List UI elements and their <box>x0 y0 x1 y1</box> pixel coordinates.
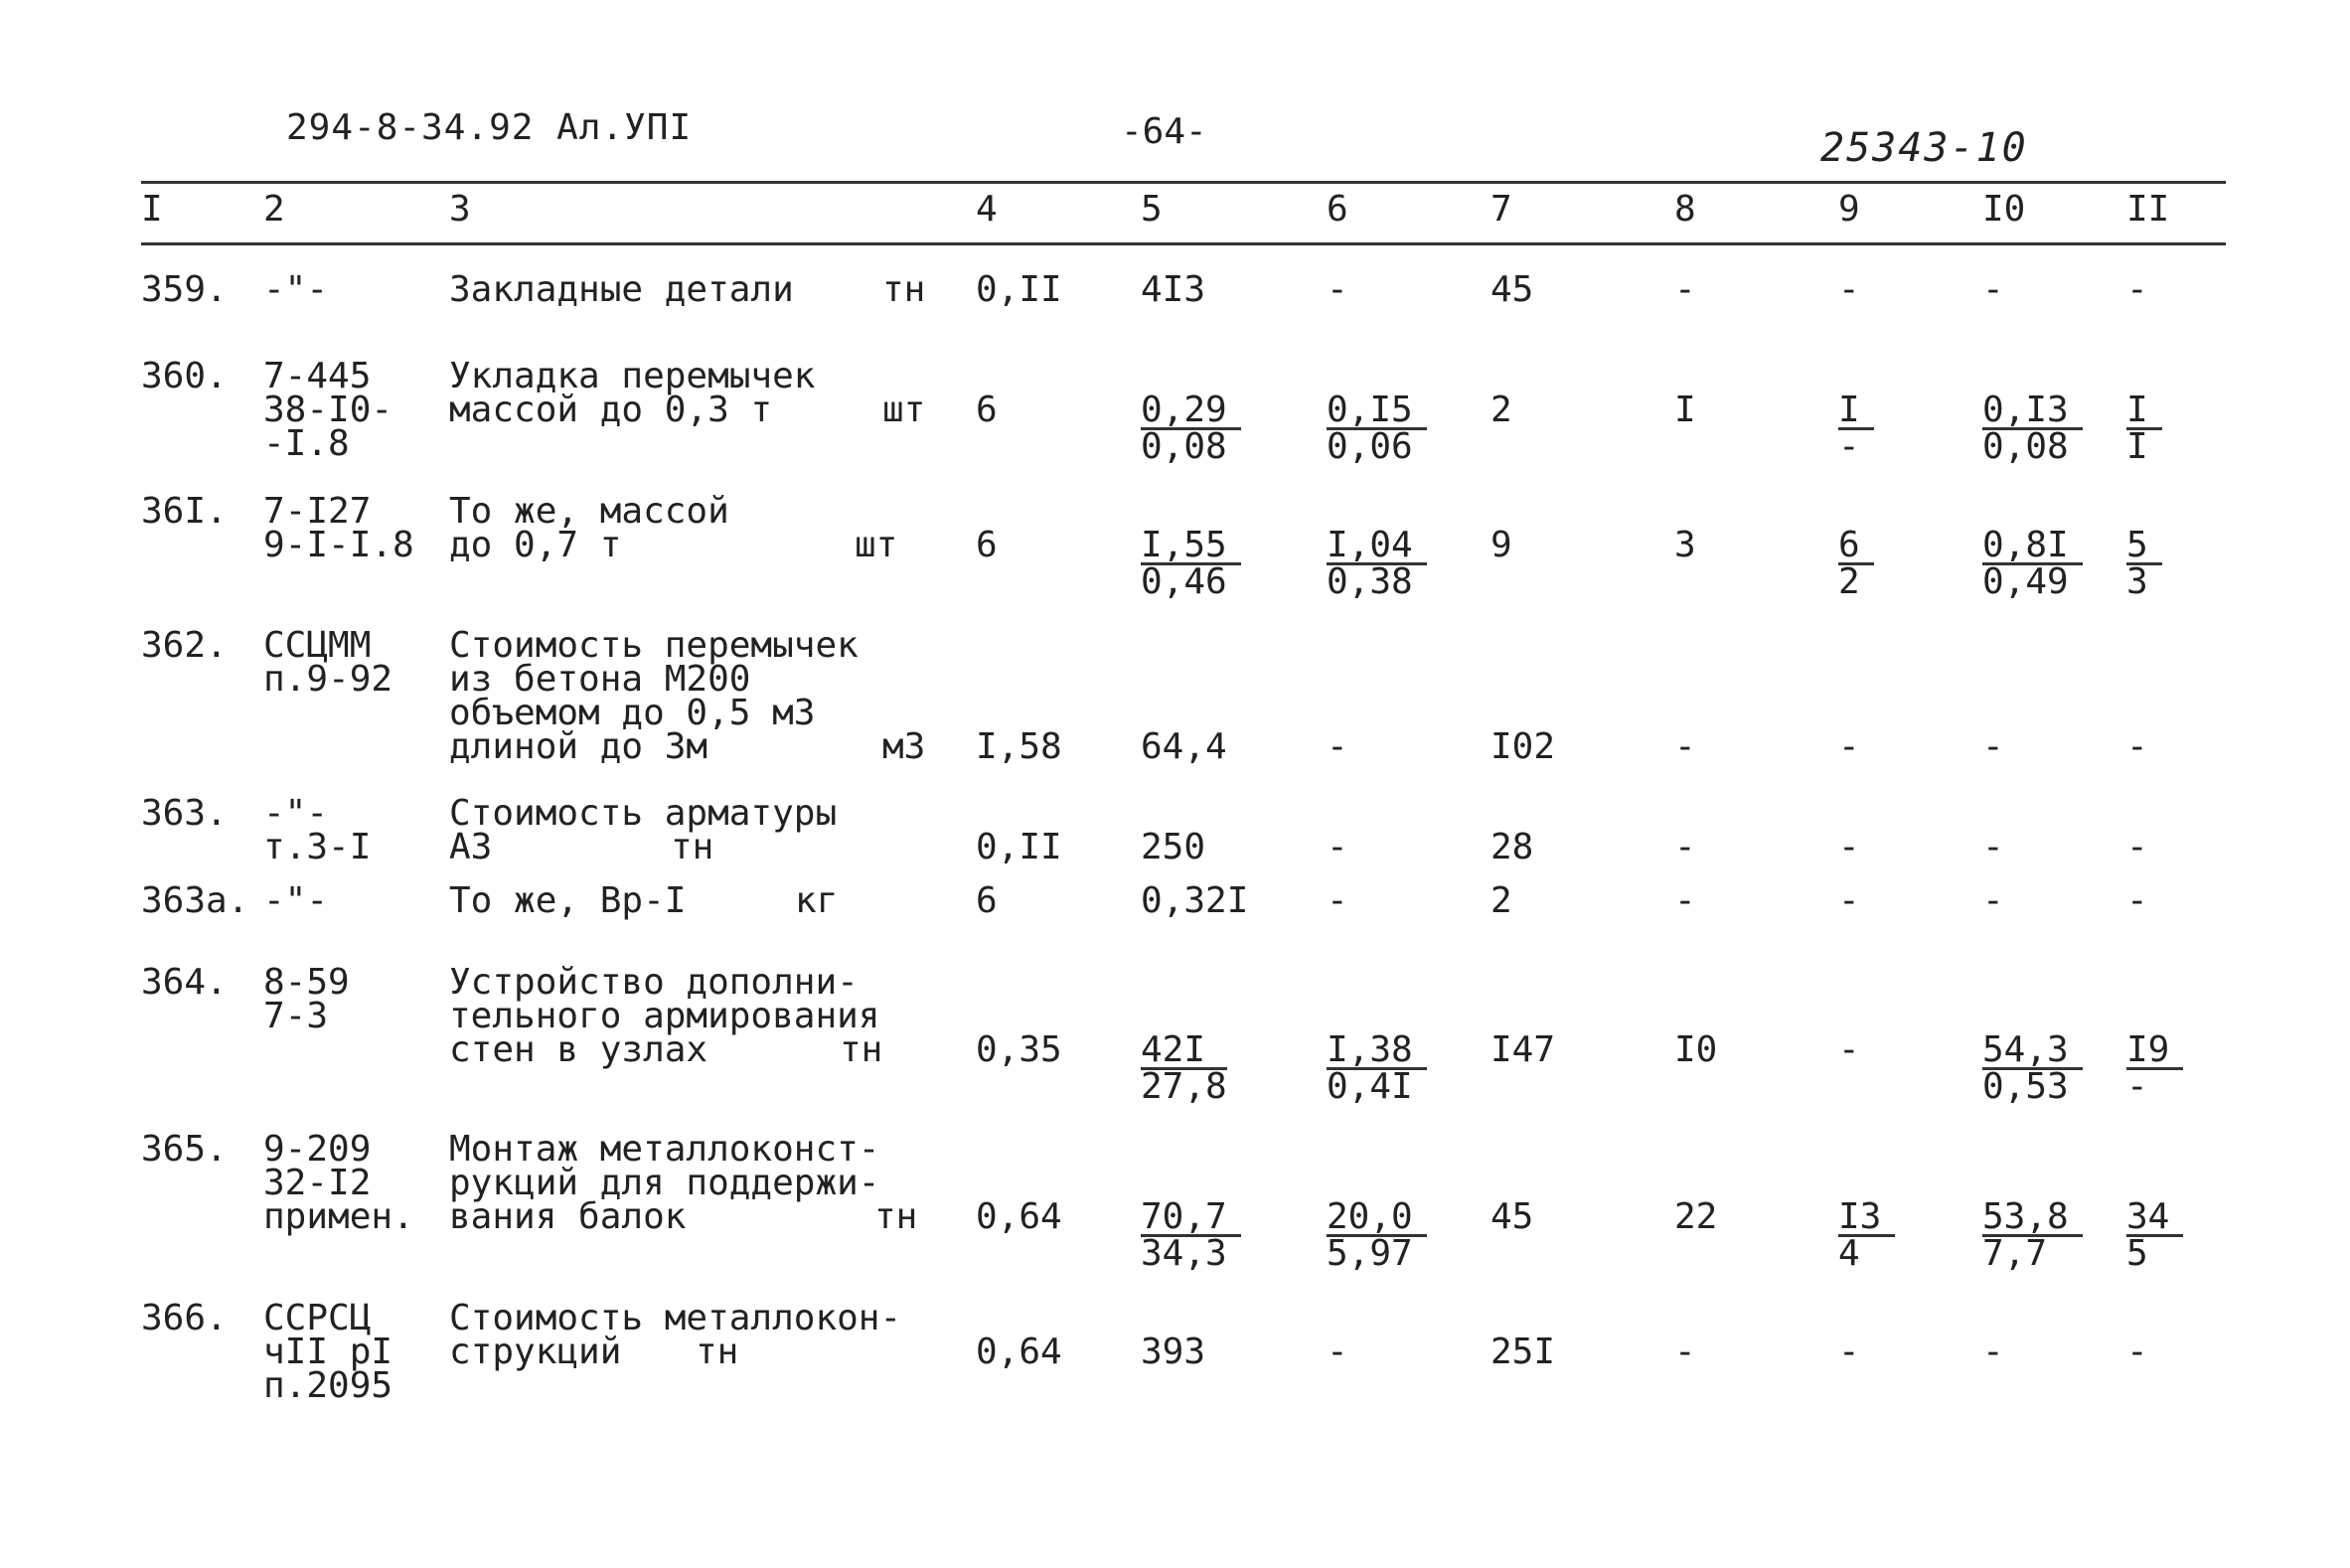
fraction-numerator: I <box>2126 393 2162 430</box>
value-cell: - <box>2126 880 2148 921</box>
fraction-denominator: 4 <box>1838 1233 1860 1274</box>
fraction-value <box>1982 390 2083 467</box>
column-number: II <box>2126 189 2170 230</box>
fraction-numerator: 20,0 <box>1327 1200 1427 1237</box>
fraction-denominator: 2 <box>1838 561 1860 602</box>
value-cell: 0,64 <box>976 1332 1062 1372</box>
document-code: 294-8-34.92 Ал.УПI <box>286 107 693 148</box>
value-cell: - <box>1982 880 2004 921</box>
value-cell: 0,35 <box>976 1029 1062 1070</box>
page-number: -64- <box>1121 111 1207 152</box>
unit-of-measure: м3 <box>882 726 926 767</box>
row-number: 364. <box>141 962 228 1003</box>
fraction-numerator: I9 <box>2126 1033 2183 1070</box>
value-cell: 64,4 <box>1141 726 1227 767</box>
row-number: 362. <box>141 625 228 666</box>
fraction-value <box>2126 525 2162 602</box>
fraction-numerator: 0,I3 <box>1982 393 2083 430</box>
norm-reference: ССРСЦ чII рI п.2095 <box>263 1298 393 1406</box>
work-description: Стоимость металлокон- струкций <box>449 1298 902 1372</box>
row-number: 363а. <box>141 880 249 921</box>
fraction-numerator: 70,7 <box>1141 1200 1241 1237</box>
work-description: Укладка перемычек массой до 0,3 т <box>449 356 816 430</box>
fraction-numerator: I,04 <box>1327 529 1427 565</box>
value-cell: I47 <box>1490 1029 1556 1070</box>
column-number: 4 <box>976 189 998 230</box>
value-cell: 250 <box>1141 827 1206 867</box>
value-cell: 28 <box>1490 827 1534 867</box>
value-cell: 6 <box>976 525 998 565</box>
fraction-numerator: 0,I5 <box>1327 393 1427 430</box>
value-cell: 2 <box>1490 390 1512 430</box>
column-number: 8 <box>1674 189 1696 230</box>
unit-of-measure: тн <box>671 827 714 867</box>
norm-reference: -"- <box>263 269 329 310</box>
fraction-numerator: 34 <box>2126 1200 2183 1237</box>
fraction-value <box>1327 1029 1427 1107</box>
work-description: Стоимость арматуры А3 <box>449 793 838 867</box>
value-cell: I <box>1674 390 1696 430</box>
row-number: 363. <box>141 793 228 834</box>
value-cell: 0,II <box>976 827 1062 867</box>
row-number: 365. <box>141 1129 228 1170</box>
fraction-denominator: 27,8 <box>1141 1066 1227 1107</box>
table-top-rule <box>141 181 2226 184</box>
row-number: 360. <box>141 356 228 396</box>
value-cell: 45 <box>1490 1196 1534 1237</box>
fraction-value <box>1838 1196 1895 1274</box>
value-cell: - <box>1982 1332 2004 1372</box>
value-cell: 0,32I <box>1141 880 1249 921</box>
value-cell: 6 <box>976 880 998 921</box>
work-description: Закладные детали <box>449 269 794 310</box>
value-cell: - <box>1674 827 1696 867</box>
fraction-numerator: I3 <box>1838 1200 1895 1237</box>
row-number: 366. <box>141 1298 228 1338</box>
value-cell: - <box>2126 827 2148 867</box>
fraction-value <box>1327 1196 1427 1274</box>
column-number: 2 <box>263 189 285 230</box>
fraction-numerator: 6 <box>1838 529 1874 565</box>
norm-reference: 8-59 7-3 <box>263 962 350 1036</box>
norm-reference: -"- <box>263 880 329 921</box>
unit-of-measure: шт <box>882 390 926 430</box>
norm-reference: 7-445 38-I0- -I.8 <box>263 356 393 464</box>
row-number: 359. <box>141 269 228 310</box>
fraction-value <box>1327 525 1427 602</box>
fraction-denominator: 34,3 <box>1141 1233 1227 1274</box>
work-description: То же, массой до 0,7 т <box>449 491 729 565</box>
value-cell: I02 <box>1490 726 1556 767</box>
fraction-numerator: 0,29 <box>1141 393 1241 430</box>
work-description: Стоимость перемычек из бетона М200 объемом до 0,5 м3 длиной до 3м <box>449 625 859 767</box>
value-cell: 3 <box>1674 525 1696 565</box>
fraction-value <box>1141 1196 1241 1274</box>
value-cell: - <box>1674 880 1696 921</box>
column-number: I <box>141 189 163 230</box>
fraction-numerator: 5 <box>2126 529 2162 565</box>
value-cell: - <box>2126 269 2148 310</box>
value-cell: 22 <box>1674 1196 1718 1237</box>
column-number: 3 <box>449 189 471 230</box>
fraction-denominator: 7,7 <box>1982 1233 2048 1274</box>
value-cell: - <box>2126 1332 2148 1372</box>
value-cell: - <box>1838 1029 1860 1070</box>
value-cell: - <box>1982 827 2004 867</box>
norm-reference: ССЦММ п.9-92 <box>263 625 393 700</box>
value-cell: - <box>1327 1332 1348 1372</box>
fraction-value <box>2126 1029 2183 1107</box>
unit-of-measure: тн <box>696 1332 739 1372</box>
fraction-value <box>1982 1029 2083 1107</box>
value-cell: - <box>1982 269 2004 310</box>
value-cell: 25I <box>1490 1332 1556 1372</box>
fraction-numerator: 42I <box>1141 1033 1227 1070</box>
fraction-denominator: 0,49 <box>1982 561 2069 602</box>
value-cell: - <box>1838 880 1860 921</box>
unit-of-measure: тн <box>874 1196 918 1237</box>
value-cell: 9 <box>1490 525 1512 565</box>
value-cell: - <box>1838 827 1860 867</box>
fraction-denominator: 5 <box>2126 1233 2148 1274</box>
fraction-denominator: 0,4I <box>1327 1066 1413 1107</box>
fraction-value <box>2126 1196 2183 1274</box>
fraction-value <box>1141 1029 1227 1107</box>
value-cell: 0,II <box>976 269 1062 310</box>
value-cell: - <box>1982 726 2004 767</box>
value-cell: 393 <box>1141 1332 1206 1372</box>
fraction-denominator: 0,53 <box>1982 1066 2069 1107</box>
fraction-denominator: - <box>2126 1066 2148 1107</box>
fraction-numerator: 54,3 <box>1982 1033 2083 1070</box>
fraction-value <box>1327 390 1427 467</box>
value-cell: I0 <box>1674 1029 1718 1070</box>
fraction-denominator: 0,08 <box>1982 426 2069 467</box>
fraction-denominator: 3 <box>2126 561 2148 602</box>
handwritten-sheet-number: 25343-10 <box>1820 125 2028 171</box>
norm-reference: -"- т.3-I <box>263 793 372 867</box>
work-description: То же, Вр-I <box>449 880 687 921</box>
value-cell: 0,64 <box>976 1196 1062 1237</box>
fraction-numerator: I,55 <box>1141 529 1241 565</box>
value-cell: 45 <box>1490 269 1534 310</box>
work-description: Устройство дополни- тельного армирования стен в узлах <box>449 962 880 1070</box>
value-cell: - <box>1327 880 1348 921</box>
unit-of-measure: тн <box>882 269 926 310</box>
norm-reference: 9-209 32-I2 примен. <box>263 1129 414 1237</box>
fraction-denominator: 0,46 <box>1141 561 1227 602</box>
fraction-numerator: I,38 <box>1327 1033 1427 1070</box>
value-cell: I,58 <box>976 726 1062 767</box>
value-cell: - <box>2126 726 2148 767</box>
value-cell: - <box>1674 1332 1696 1372</box>
fraction-value <box>2126 390 2162 467</box>
value-cell: - <box>1674 269 1696 310</box>
fraction-value <box>1838 390 1874 467</box>
fraction-numerator: 0,8I <box>1982 529 2083 565</box>
fraction-denominator: 5,97 <box>1327 1233 1413 1274</box>
fraction-denominator: I <box>2126 426 2148 467</box>
value-cell: - <box>1838 1332 1860 1372</box>
column-number: I0 <box>1982 189 2026 230</box>
fraction-denominator: - <box>1838 426 1860 467</box>
value-cell: - <box>1327 726 1348 767</box>
value-cell: - <box>1674 726 1696 767</box>
unit-of-measure: кг <box>795 880 839 921</box>
unit-of-measure: тн <box>840 1029 883 1070</box>
row-number: 36I. <box>141 491 228 532</box>
fraction-value <box>1982 525 2083 602</box>
column-number: 9 <box>1838 189 1860 230</box>
fraction-numerator: I <box>1838 393 1874 430</box>
fraction-value <box>1982 1196 2083 1274</box>
table-header-rule <box>141 242 2226 245</box>
fraction-value <box>1141 525 1241 602</box>
work-description: Монтаж металлоконст- рукций для поддержи- вания балок <box>449 1129 880 1237</box>
value-cell: 4I3 <box>1141 269 1206 310</box>
fraction-denominator: 0,08 <box>1141 426 1227 467</box>
unit-of-measure: шт <box>855 525 898 565</box>
value-cell: 6 <box>976 390 998 430</box>
value-cell: - <box>1327 827 1348 867</box>
column-number: 5 <box>1141 189 1163 230</box>
norm-reference: 7-I27 9-I-I.8 <box>263 491 414 565</box>
value-cell: - <box>1838 726 1860 767</box>
value-cell: - <box>1838 269 1860 310</box>
fraction-numerator: 53,8 <box>1982 1200 2083 1237</box>
fraction-denominator: 0,06 <box>1327 426 1413 467</box>
fraction-denominator: 0,38 <box>1327 561 1413 602</box>
value-cell: 2 <box>1490 880 1512 921</box>
column-number: 6 <box>1327 189 1348 230</box>
fraction-value <box>1141 390 1241 467</box>
column-number: 7 <box>1490 189 1512 230</box>
fraction-value <box>1838 525 1874 602</box>
value-cell: - <box>1327 269 1348 310</box>
